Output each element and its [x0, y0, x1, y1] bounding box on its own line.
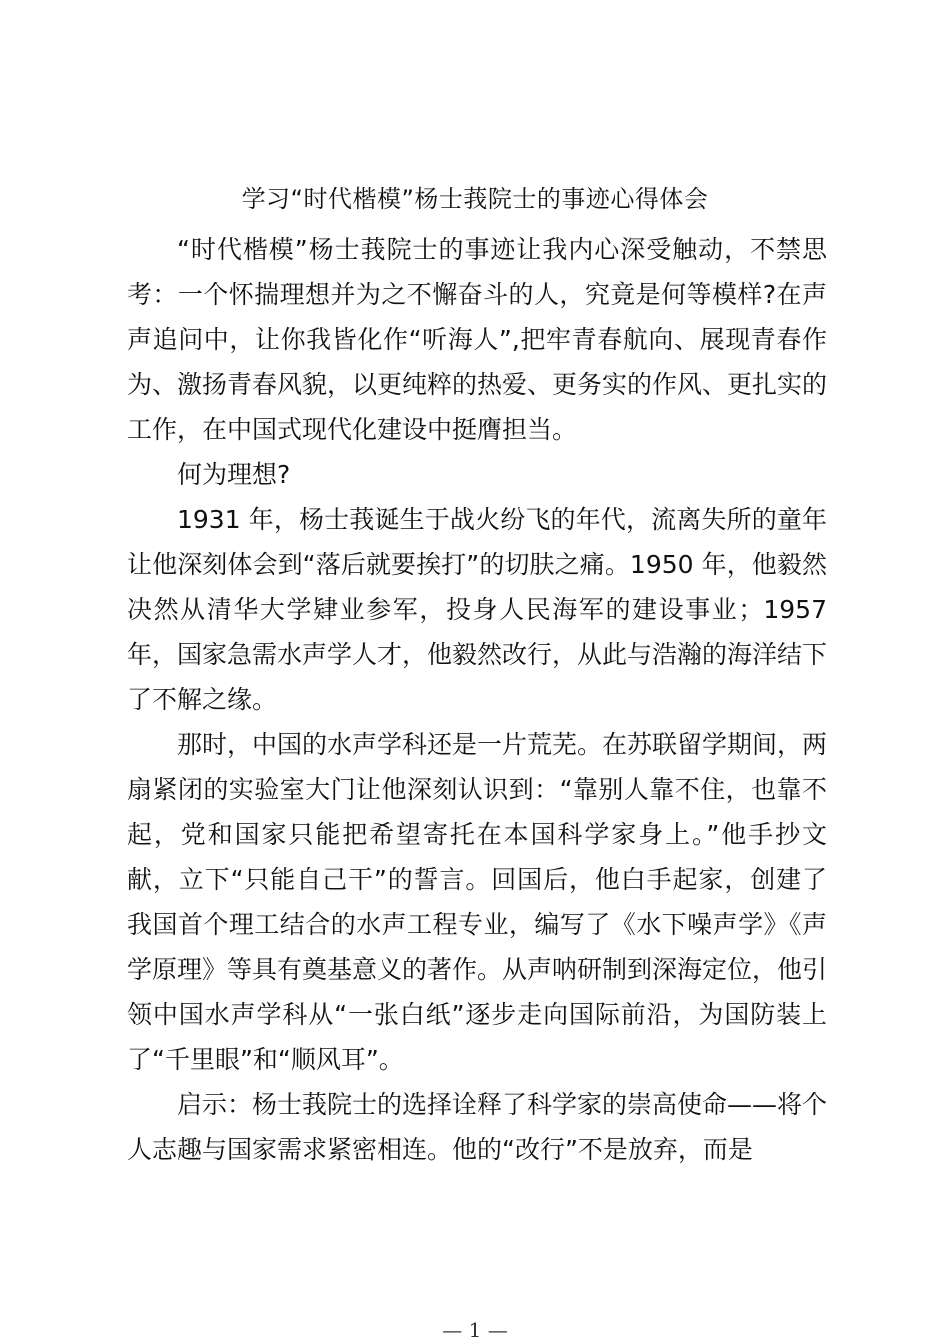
- paragraph: 何为理想?: [177, 460, 291, 489]
- paragraph: 那时，中国的水声学科还是一片荒芜。在苏联留学期间，两扇紧闭的实验室大门让他深刻认识到：“靠别人靠不住，也靠不起，党和国家只能把希望寄托在本国科学家身上。”他手抄文献，立下“只能自己干”的誓言。回国后，他白手起家，创建了我国首个理工结合的水声工程专业，编写了《水下噪声学》《声学原理》等具有奠基意义的著作。从声呐研制到深海定位，他引领中国水声学科从“一张白纸”逐步走向国际前沿，为国防装上了“千里眼”和“顺风耳”。: [127, 730, 828, 1074]
- paragraph: “时代楷模”杨士莪院士的事迹让我内心深受触动，不禁思考：一个怀揣理想并为之不懈奋斗的人，究竟是何等模样?在声声追问中，让你我皆化作“听海人”,把牢青春航向、展现青春作为、激扬青春风貌，以更纯粹的热爱、更务实的作风、更扎实的工作，在中国式现代化建设中挺膺担当。: [127, 235, 828, 444]
- document-title: 学习“时代楷模”杨士莪院士的事迹心得体会: [241, 185, 709, 213]
- paragraph: 启示：杨士莪院士的选择诠释了科学家的崇高使命——将个人志趣与国家需求紧密相连。他的“改行”不是放弃，而是: [127, 1090, 828, 1164]
- paragraph: 1931 年，杨士莪诞生于战火纷飞的年代，流离失所的童年让他深刻体会到“落后就要挨打”的切肤之痛。1950 年，他毅然决然从清华大学肄业参军，投身人民海军的建设事业；1957 年，国家急需水声学人才，他毅然改行，从此与浩瀚的海洋结下了不解之缘。: [127, 505, 828, 714]
- page-number: — 1 —: [442, 1318, 508, 1342]
- document-body: [127, 227, 827, 1172]
